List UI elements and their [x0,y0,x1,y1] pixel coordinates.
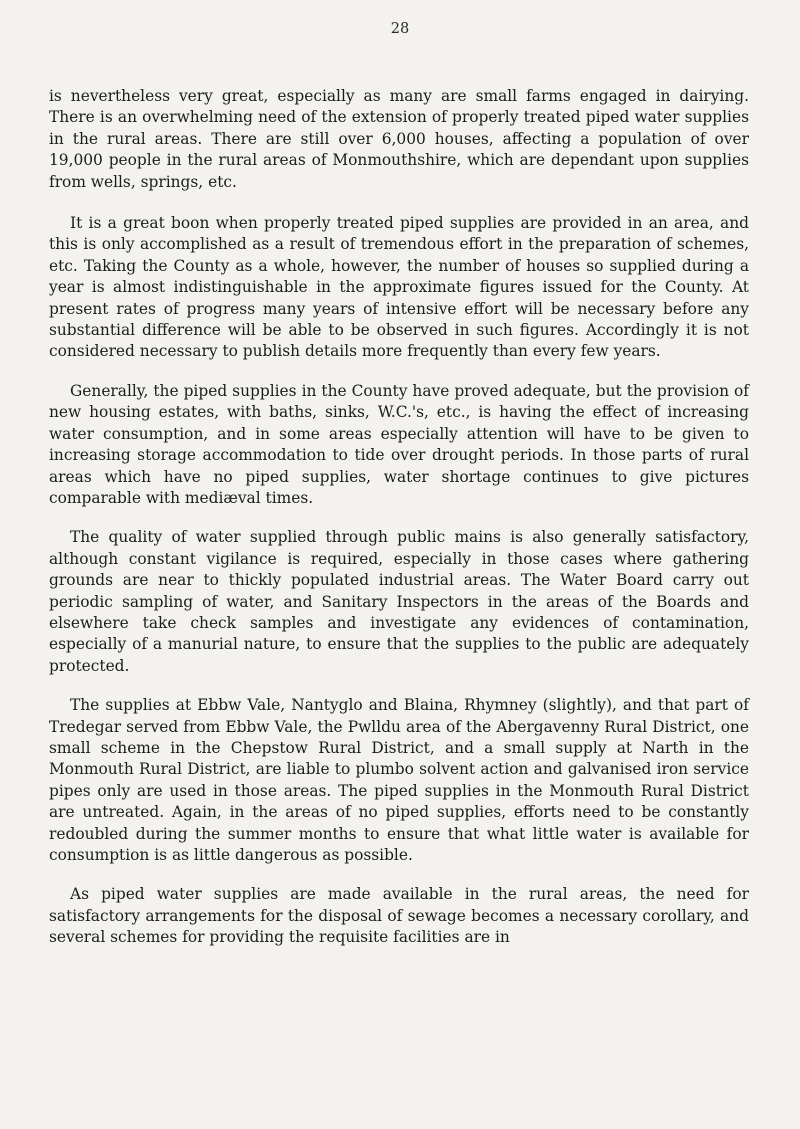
paragraph-6: As piped water supplies are made available in the rural areas, the need for satisfactory arrangements for the disposal of sewage becomes a necessary corollary, and several schemes for providing the requisite facilities are in [49,885,749,947]
paragraph-2: It is a great boon when properly treated piped supplies are provided in an area, and this is only accomplished as a result of tremendous effort in the preparation of schemes, etc. Taking the County as a whole, however, the number of houses so supplied during a year is almost indistinguishable in the approximate figures issued for the County. At present rates of progress many years of intensive effort will be necessary before any substantial difference will be able to be observed in such figures. Accordingly it is not considered necessary to publish details more frequently than every few years. [49,214,749,361]
body-text [49,86,749,967]
paragraph-4: The quality of water supplied through public mains is also generally satisfactory, although constant vigilance is required, especially in those cases where gathering grounds are near to thickly populated industrial areas. The Water Board carry out periodic sampling of water, and Sanitary Inspectors in the areas of the Boards and elsewhere take check samples and investigate any evidences of contamination, especially of a manurial nature, to ensure that the supplies to the public are adequately protected. [49,528,749,675]
paragraph-3: Generally, the piped supplies in the County have proved adequate, but the provision of new housing estates, with baths, sinks, W.C.'s, etc., is having the effect of increasing water consumption, and in some areas especially attention will have to be given to increasing storage accommodation to tide over drought periods. In those parts of rural areas which have no piped supplies, water shortage continues to give pictures comparable with mediæval times. [49,381,749,507]
paragraph-1: is nevertheless very great, especially as many are small farms engaged in dairying. There is an overwhelming need of the extension of properly treated piped water supplies in the rural areas. There are still over 6,000 houses, affecting a population of over 19,000 people in the rural areas of Monmouthshire, which are dependant upon supplies from wells, springs, etc. [49,87,749,191]
page-number: 28 [390,21,410,37]
paragraph-5: The supplies at Ebbw Vale, Nantyglo and Blaina, Rhymney (slightly), and that part of Tredegar served from Ebbw Vale, the Pwlldu area of the Abergavenny Rural District, one small scheme in the Chepstow Rural District, and a small supply at Narth in the Monmouth Rural District, are liable to plumbo solvent action and galvanised iron service pipes only are used in those areas. The piped supplies in the Monmouth Rural District are untreated. Again, in the areas of no piped supplies, efforts need to be constantly redoubled during the summer months to ensure that what little water is available for consumption is as little dangerous as possible. [49,696,749,864]
